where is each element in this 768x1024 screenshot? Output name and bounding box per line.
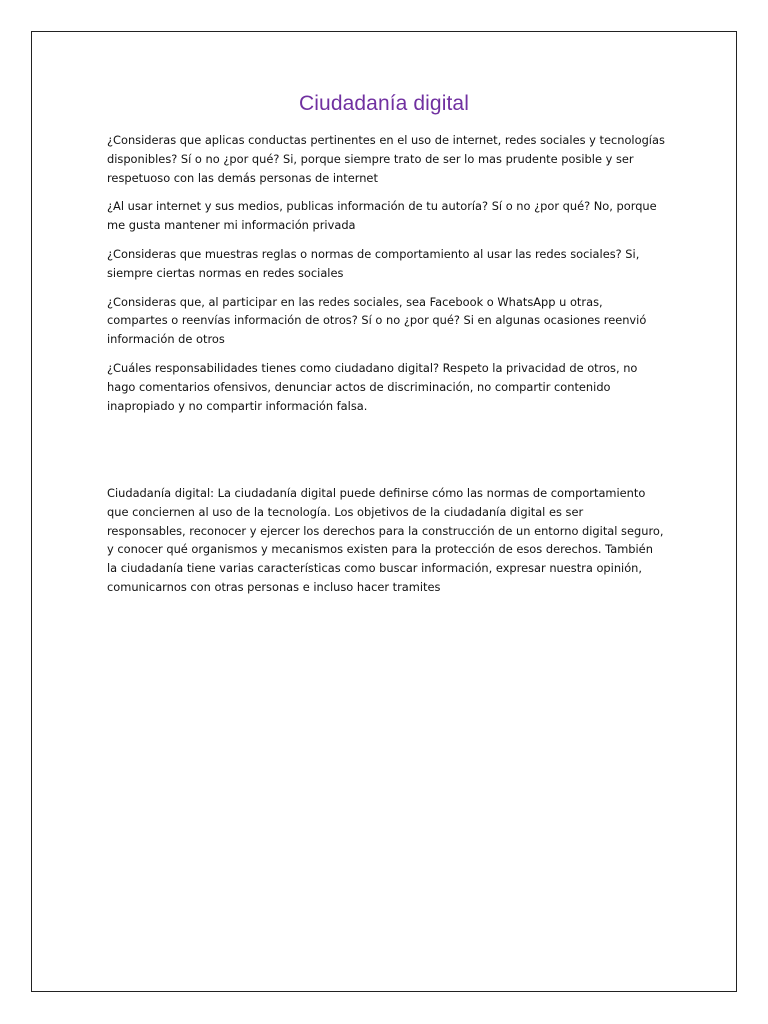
questions-section bbox=[107, 131, 665, 425]
document-page bbox=[31, 31, 737, 992]
question-paragraph: ¿Al usar internet y sus medios, publicas información de tu autoría? Sí o no ¿por qué? No, porque me gusta mantener mi información privada bbox=[107, 199, 657, 233]
question-paragraph: ¿Consideras que aplicas conductas pertinentes en el uso de internet, redes sociales y tecnologías disponibles? Sí o no ¿por qué? Si, porque siempre trato de ser lo mas prudente posible y ser respetuoso con las demás personas de internet bbox=[107, 133, 665, 185]
question-paragraph: ¿Consideras que muestras reglas o normas de comportamiento al usar las redes sociales? Si, siempre ciertas normas en redes sociales bbox=[107, 246, 640, 280]
question-paragraph: ¿Consideras que, al participar en las redes sociales, sea Facebook o WhatsApp u otras, compartes o reenvías información de otros? Sí o no ¿por qué? Si en algunas ocasiones reenvió información de otros bbox=[107, 294, 647, 347]
definition-paragraph: Ciudadanía digital: La ciudadanía digital puede definirse cómo las normas de comportamiento que conciernen al uso de la tecnología. Los objetivos de la ciudadanía digital es ser responsables, reconocer y ejercer los derechos para la construcción de un entorno digital seguro, y conocer qué organismos y mecanismos existen para la protección de esos derechos. También la ciudadanía tiene varias características como buscar información, expresar nuestra opinión, comunicarnos con otras personas e incluso hacer tramites bbox=[107, 486, 664, 594]
question-paragraph: ¿Cuáles responsabilidades tienes como ciudadano digital? Respeto la privacidad de otros, no hago comentarios ofensivos, denunciar actos de discriminación, no compartir contenido inapropiado y no compartir información falsa. bbox=[107, 360, 638, 413]
document-title: Ciudadanía digital bbox=[299, 92, 469, 115]
